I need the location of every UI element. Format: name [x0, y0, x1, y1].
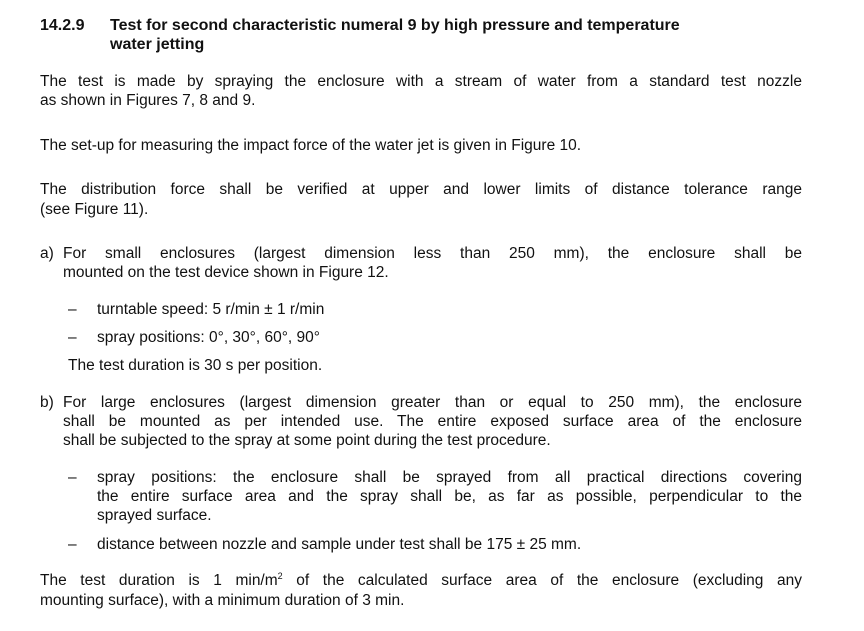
- dash-bullet: –: [68, 301, 77, 318]
- paragraph-impact-force: The set-up for measuring the impact force of the water jet is given in Figure 10.: [40, 137, 582, 154]
- text-line: as shown in Figures 7, 8 and 9.: [40, 92, 256, 109]
- heading-line: water jetting: [110, 36, 205, 53]
- list-marker: b): [40, 394, 54, 411]
- text-line: The distribution force shall be verified at upper and lower limits of distance tolerance range: [40, 181, 802, 198]
- text-line: The test is made by spraying the enclosure with a stream of water from a standard test nozzle: [40, 73, 802, 90]
- test-duration-note: The test duration is 30 s per position.: [68, 357, 323, 374]
- text-line: mounting surface), with a minimum duration of 3 min.: [40, 592, 405, 609]
- text-line: mounted on the test device shown in Figure 12.: [63, 264, 389, 281]
- text-line: spray positions: the enclosure shall be sprayed from all practical directions covering: [97, 469, 802, 486]
- dash-bullet: –: [68, 469, 77, 486]
- dash-bullet: –: [68, 536, 77, 553]
- text-line: (see Figure 11).: [40, 201, 149, 218]
- text-line: For small enclosures (largest dimension less than 250 mm), the enclosure shall be: [63, 245, 802, 262]
- dash-bullet: –: [68, 329, 77, 346]
- bullet-distance: distance between nozzle and sample under test shall be 175 ± 25 mm.: [97, 536, 582, 553]
- text-line: For large enclosures (largest dimension greater than or equal to 250 mm), the enclosure: [63, 394, 802, 411]
- bullet-spray-positions: spray positions: 0°, 30°, 60°, 90°: [97, 329, 320, 346]
- text-line: shall be mounted as per intended use. The entire exposed surface area of the enclosure: [63, 413, 802, 430]
- section-number: 14.2.9: [40, 17, 85, 34]
- list-marker: a): [40, 245, 54, 262]
- bullet-turntable-speed: turntable speed: 5 r/min ± 1 r/min: [97, 301, 325, 318]
- text-line: shall be subjected to the spray at some point during the test procedure.: [63, 432, 551, 449]
- text-line: the entire surface area and the spray shall be, as far as possible, perpendicular to the: [97, 488, 802, 505]
- superscript: 2: [277, 570, 283, 581]
- text-segment: The test duration is 1 min/m: [40, 572, 278, 589]
- text-line: [40, 571, 802, 591]
- text-line: sprayed surface.: [97, 507, 212, 524]
- text-segment: of the calculated surface area of the enclosure (excluding any: [282, 572, 802, 589]
- heading-line: Test for second characteristic numeral 9 by high pressure and temperature: [110, 17, 680, 34]
